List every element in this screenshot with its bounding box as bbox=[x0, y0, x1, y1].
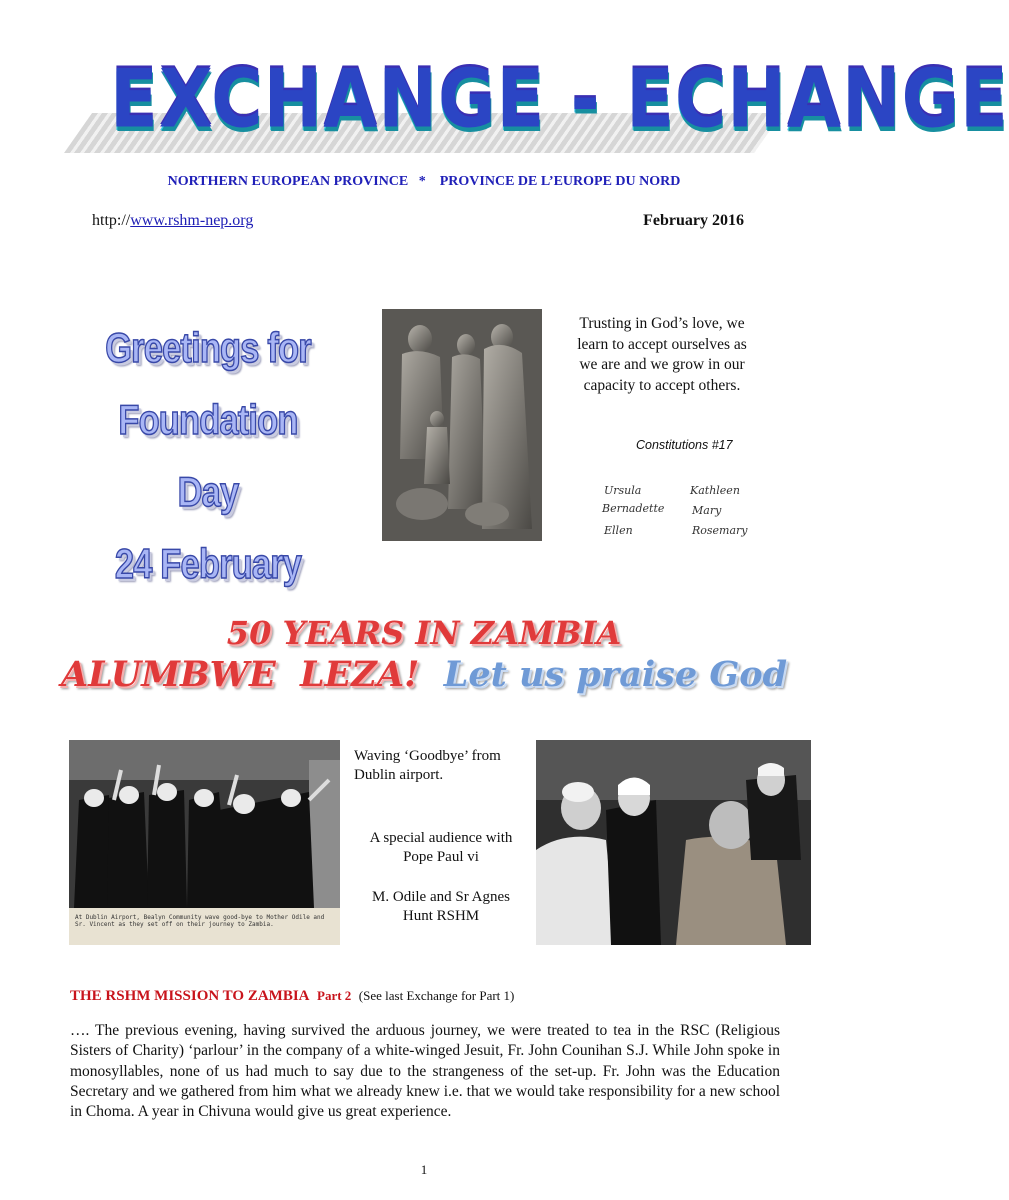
article-part: Part 2 bbox=[317, 988, 352, 1003]
article-heading bbox=[70, 988, 514, 1005]
newsletter-title: EXCHANGE - ECHANGE bbox=[110, 55, 1009, 150]
signature: Ellen bbox=[604, 524, 633, 537]
headline-line-2 bbox=[0, 654, 848, 695]
website bbox=[92, 212, 253, 230]
headline-blue: Let us praise God bbox=[443, 654, 788, 695]
issue-date: February 2016 bbox=[643, 212, 744, 229]
province-line: NORTHERN EUROPEAN PROVINCE * PROVINCE DE L’EUROPE DU NORD bbox=[167, 174, 681, 189]
caption-goodbye: Waving ‘Goodbye’ from Dublin airport. bbox=[354, 748, 501, 783]
relief-figures bbox=[382, 309, 542, 541]
headline-red: ALUMBWE LEZA! bbox=[60, 654, 420, 695]
quote-reference: Constitutions #17 bbox=[636, 438, 733, 452]
caption-audience: A special audience with Pope Paul vi bbox=[369, 830, 513, 865]
masthead bbox=[70, 55, 1009, 160]
signature: Ursula bbox=[604, 484, 642, 497]
nuns-waving-figures bbox=[69, 740, 340, 908]
signature: Mary bbox=[692, 504, 722, 517]
signature: Rosemary bbox=[692, 524, 748, 537]
greetings-line-1: Greetings for bbox=[105, 324, 311, 371]
page-number: 1 bbox=[420, 1162, 428, 1177]
article-title: THE RSHM MISSION TO ZAMBIA bbox=[70, 988, 310, 1004]
website-prefix: http:// bbox=[92, 212, 131, 229]
pope-audience-figures bbox=[536, 740, 811, 945]
bronze-relief-image bbox=[382, 309, 542, 541]
dublin-airport-photo bbox=[69, 740, 340, 945]
signature: Bernadette bbox=[602, 502, 665, 515]
website-link[interactable]: www.rshm-nep.org bbox=[130, 212, 254, 229]
quote-text: Trusting in God’s love, we learn to accept ourselves as we are and we grow in our capacity to accept others. bbox=[577, 315, 747, 394]
greetings-line-2: Foundation Day bbox=[118, 396, 298, 515]
article-note: (See last Exchange for Part 1) bbox=[358, 988, 515, 1003]
photo-caption: At Dublin Airport, Bealyn Community wave good-bye to Mother Odile and Sr. Vincent as they set off on their journey to Zambia. bbox=[69, 908, 340, 945]
signatures bbox=[598, 478, 768, 548]
greetings-block bbox=[85, 312, 331, 600]
greetings-line-3: 24 February bbox=[114, 540, 302, 587]
signature: Kathleen bbox=[690, 484, 740, 497]
article-body: …. The previous evening, having survived the arduous journey, we were treated to tea in the RSC (Religious Sisters of Charity) ‘parlour’ in the company of a white-winged Jesuit, Fr. John Counihan S.J. While John spoke in monosyllables, none of us had much to say due to the strangeness of the set-up. Fr. John was the Education Secretary and we gathered from him what we already knew i.e. that we would take responsibility for a new school in Choma. A year in Chivuna would give us great experience. bbox=[70, 1022, 780, 1121]
papal-audience-photo bbox=[536, 740, 811, 945]
headline-line-1: 50 YEARS IN ZAMBIA bbox=[226, 614, 622, 652]
caption-names: M. Odile and Sr Agnes Hunt RSHM bbox=[372, 889, 510, 924]
